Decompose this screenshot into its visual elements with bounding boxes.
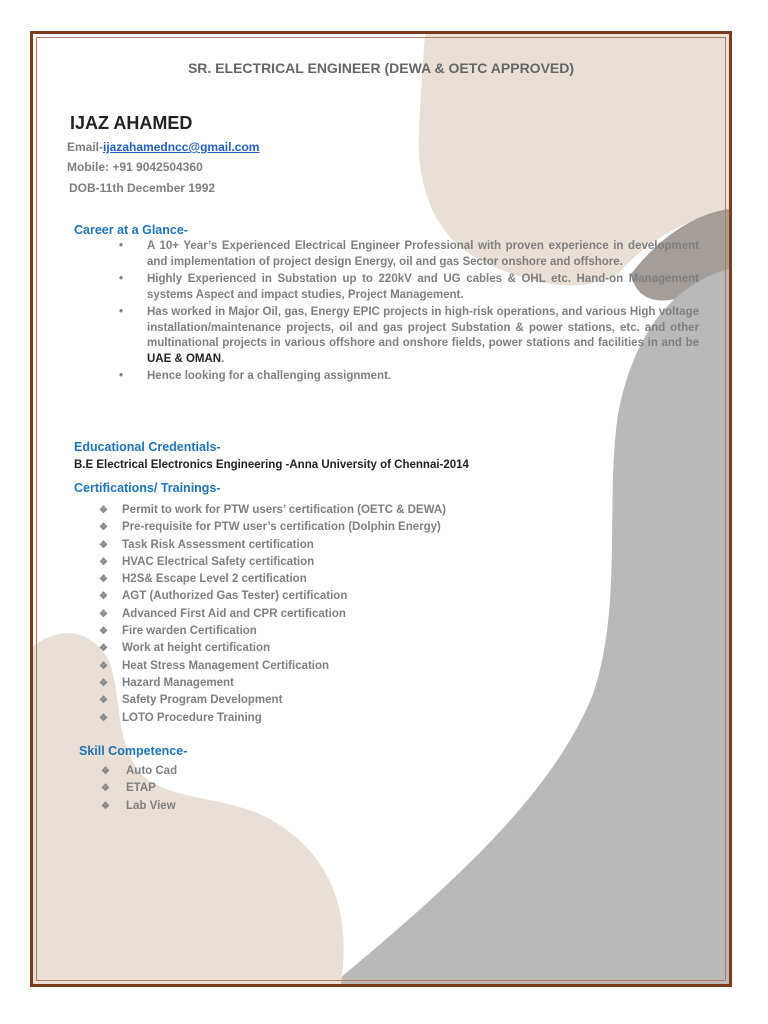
- list-item: ❖ Heat Stress Management Certification: [99, 658, 446, 675]
- skills-list: [101, 763, 177, 815]
- diamond-bullet-icon: ❖: [101, 800, 110, 812]
- list-item: • Hence looking for a challenging assignment.: [119, 369, 699, 385]
- diamond-bullet-icon: ❖: [99, 574, 108, 586]
- career-heading: Career at a Glance-: [74, 223, 188, 237]
- list-item: ❖ ETAP: [101, 780, 177, 797]
- email-line: [67, 140, 259, 154]
- education-degree: B.E Electrical Electronics Engineering -Anna University of Chennai-2014: [74, 459, 469, 471]
- career-list: [119, 239, 699, 387]
- diamond-bullet-icon: ❖: [99, 626, 108, 638]
- email-label: Email-: [67, 140, 104, 154]
- bullet-icon: •: [119, 240, 124, 252]
- diamond-bullet-icon: ❖: [99, 556, 108, 568]
- certifications-list: [99, 502, 446, 727]
- list-item: ❖ Auto Cad: [101, 763, 177, 780]
- list-item: • A 10+ Year’s Experienced Electrical Engineer Professional with proven experience in development and implementation of project design Energy, oil and gas Sector onshore and offshore.: [119, 240, 699, 268]
- bullet-icon: •: [119, 370, 124, 382]
- list-item: ❖ Work at height certification: [99, 640, 446, 657]
- list-item: ❖ Hazard Management: [99, 675, 446, 692]
- list-item: ❖ HVAC Electrical Safety certification: [99, 554, 446, 571]
- list-item: ❖ AGT (Authorized Gas Tester) certification: [99, 588, 446, 605]
- list-item: ❖ Advanced First Aid and CPR certification: [99, 606, 446, 623]
- list-item: ❖ Permit to work for PTW users’ certification (OETC & DEWA): [99, 502, 446, 519]
- diamond-bullet-icon: ❖: [101, 783, 110, 795]
- resume-title: SR. ELECTRICAL ENGINEER (DEWA & OETC APPROVED): [187, 60, 575, 76]
- list-item: ❖ H2S& Escape Level 2 certification: [99, 571, 446, 588]
- diamond-bullet-icon: ❖: [99, 712, 108, 724]
- list-item: ❖ Safety Program Development: [99, 692, 446, 709]
- diamond-bullet-icon: ❖: [99, 677, 108, 689]
- diamond-bullet-icon: ❖: [99, 591, 108, 603]
- list-item: • Highly Experienced in Substation up to 220kV and UG cables & OHL etc. Hand-on Management systems Aspect and impact studies, Project Management.: [119, 273, 699, 301]
- list-item: ❖ Task Risk Assessment certification: [99, 537, 446, 554]
- diamond-bullet-icon: ❖: [99, 522, 108, 534]
- diamond-bullet-icon: ❖: [99, 505, 108, 516]
- diamond-bullet-icon: ❖: [99, 695, 108, 707]
- bullet-icon: •: [119, 306, 124, 318]
- diamond-bullet-icon: ❖: [99, 643, 108, 655]
- dob-line: DOB-11th December 1992: [69, 181, 216, 195]
- skills-heading: Skill Competence-: [79, 744, 188, 758]
- page-frame: [30, 31, 732, 987]
- mobile-line: Mobile: +91 9042504360: [67, 160, 203, 174]
- diamond-bullet-icon: ❖: [101, 766, 110, 777]
- education-heading: Educational Credentials-: [74, 440, 221, 454]
- list-item: ❖ LOTO Procedure Training: [99, 710, 446, 727]
- certifications-heading: Certifications/ Trainings-: [74, 481, 221, 495]
- list-item: • Has worked in Major Oil, gas, Energy EPIC projects in high-risk operations, and various High voltage installation/maintenance projects, oil and gas project Substation & power stations, etc. and other multinational projects in various offshore and onshore fields, power stations and facilities in and be UAE & OMAN.: [119, 306, 699, 365]
- bullet-icon: •: [119, 273, 124, 285]
- list-item: ❖ Fire warden Certification: [99, 623, 446, 640]
- highlight-region: UAE & OMAN: [147, 352, 222, 365]
- diamond-bullet-icon: ❖: [99, 539, 108, 551]
- diamond-bullet-icon: ❖: [99, 660, 108, 672]
- list-item: ❖ Lab View: [101, 798, 177, 815]
- resume-content: [33, 34, 729, 984]
- email-link[interactable]: ijazahamedncc@gmail.com: [103, 140, 260, 154]
- candidate-name: IJAZ AHAMED: [70, 113, 193, 133]
- diamond-bullet-icon: ❖: [99, 608, 108, 620]
- list-item: ❖ Pre-requisite for PTW user’s certification (Dolphin Energy): [99, 519, 446, 536]
